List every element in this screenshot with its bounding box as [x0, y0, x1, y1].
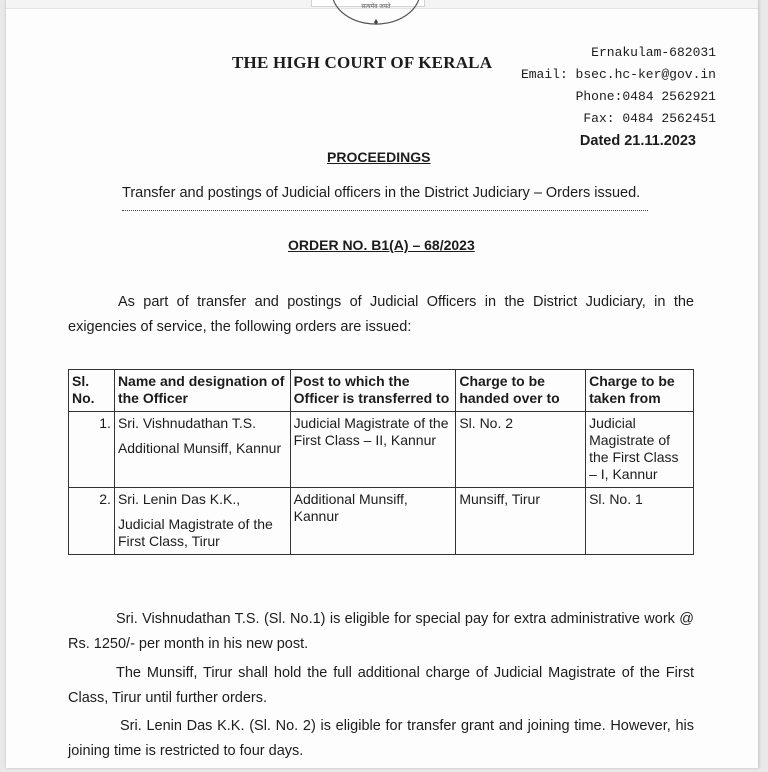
header-sl-no: Sl. No.	[69, 370, 115, 412]
row-officer	[114, 488, 290, 555]
order-number: ORDER NO. B1(A) – 68/2023	[288, 237, 475, 253]
row-taken-from: Sl. No. 1	[586, 488, 694, 555]
fax: Fax: 0484 2562451	[583, 111, 716, 126]
state-emblem-icon	[328, 0, 424, 30]
header-name: Name and designation of the Officer	[114, 370, 290, 412]
document-page	[6, 0, 759, 768]
transfer-table	[68, 369, 694, 555]
officer-designation: Additional Munsiff, Kannur	[117, 440, 282, 456]
row-officer	[114, 412, 290, 488]
intro-paragraph	[68, 290, 694, 340]
paragraph-text: The Munsiff, Tirur shall hold the full additional charge of Judicial Magistrate of the First Class, Tirur until further orders.	[68, 665, 694, 706]
paragraph-additional-charge	[68, 661, 694, 711]
table-header-row	[69, 370, 694, 412]
row-taken-from: Judicial Magistrate of the First Class – I, Kannur	[586, 412, 694, 488]
paragraph-joining-time	[68, 714, 694, 764]
header-post: Post to which the Officer is transferred to	[290, 370, 456, 412]
emblem-motto: सत्यमेव जयते	[361, 4, 391, 10]
paragraph-text: Sri. Lenin Das K.K. (Sl. No. 2) is eligible for transfer grant and joining time. However, his joining time is restricted to four days.	[68, 718, 694, 759]
officer-name: Sri. Vishnudathan T.S.	[117, 415, 256, 431]
phone: Phone:0484 2562921	[575, 89, 716, 104]
date-line: Dated 21.11.2023	[579, 133, 696, 149]
row-handed-over: Sl. No. 2	[456, 412, 586, 488]
officer-designation: Judicial Magistrate of the First Class, Tirur	[117, 516, 273, 549]
proceedings-title: PROCEEDINGS	[327, 149, 431, 165]
row-sl: 1.	[69, 412, 115, 488]
row-handed-over: Munsiff, Tirur	[456, 488, 586, 555]
table-row	[69, 488, 694, 555]
contact-block	[521, 42, 716, 130]
subject-line: Transfer and postings of Judicial officers in the District Judiciary – Orders issued.	[122, 185, 641, 201]
row-post: Judicial Magistrate of the First Class – II, Kannur	[290, 412, 456, 488]
header-handed-over: Charge to be handed over to	[456, 370, 586, 412]
email: Email: bsec.hc-ker@gov.in	[520, 67, 716, 82]
address: Ernakulam-682031	[591, 45, 716, 60]
dotted-divider	[122, 210, 648, 211]
officer-name: Sri. Lenin Das K.K.,	[117, 491, 241, 507]
court-name: THE HIGH COURT OF KERALA	[232, 53, 493, 72]
intro-text: As part of transfer and postings of Judicial Officers in the District Judiciary, in the exigencies of service, the following orders are issued:	[68, 294, 694, 335]
header-taken-from: Charge to be taken from	[586, 370, 694, 412]
paragraph-text: Sri. Vishnudathan T.S. (Sl. No.1) is eligible for special pay for extra administrative work @ Rs. 1250/- per month in his new post.	[68, 611, 694, 652]
row-sl: 2.	[69, 488, 115, 555]
paragraph-special-pay	[68, 607, 694, 657]
table-row	[69, 412, 694, 488]
row-post: Additional Munsiff, Kannur	[290, 488, 456, 555]
